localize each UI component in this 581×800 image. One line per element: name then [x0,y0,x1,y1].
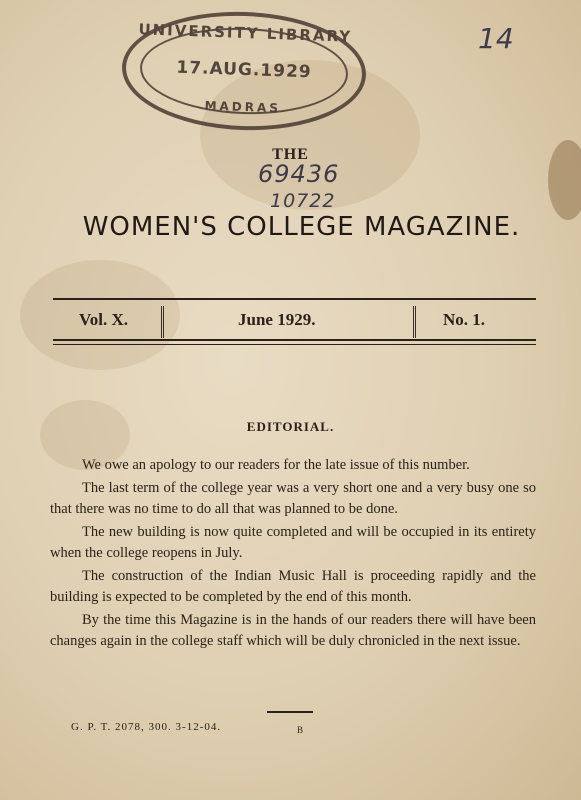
volume-label: Vol. X. [79,310,128,329]
column-divider [161,306,164,338]
editorial-body [50,455,536,654]
editorial-paragraph: The last term of the college year was a very short one and a very busy one so that there was no time to do all that was planned to be done. [50,480,536,517]
end-rule [267,711,313,713]
magazine-title: WOMEN'S COLLEGE MAGAZINE. [82,212,521,242]
editorial-paragraph: We owe an apology to our readers for the late issue of this number. [82,457,470,473]
stamp-date: 17.AUG.1929 [176,57,312,83]
issue-number: No. 1. [443,310,486,329]
handwritten-accession-number-2: 10722 [270,190,336,212]
editorial-paragraph: The construction of the Indian Music Hall is proceeding rapidly and the building is expected to be completed by the end of this month. [50,568,536,605]
top-rule [53,298,536,300]
editorial-paragraph: By the time this Magazine is in the hands of our readers there will have been changes again in the college staff which will be duly chronicled in the next issue. [50,612,536,649]
handwritten-accession-number: 69436 [258,160,340,188]
column-divider [413,306,416,338]
handwritten-page-number: 14 [478,22,514,55]
printer-imprint: G. P. T. 2078, 300. 3-12-04. [71,721,222,733]
signature-mark: B [297,725,304,735]
bottom-rule-thin [53,344,536,345]
stamp-city: MADRAS [204,98,282,116]
stamp-library-name: UNIVERSITY LIBRARY [138,20,353,46]
issue-date: June 1929. [238,310,316,329]
title-article: THE [272,146,309,163]
bottom-rule [53,339,536,341]
editorial-heading: EDITORIAL. [246,419,335,434]
issue-info-row [53,306,536,336]
editorial-paragraph: The new building is now quite completed and will be occupied in its entirety when the college reopens in July. [50,524,536,561]
library-stamp [120,8,368,134]
